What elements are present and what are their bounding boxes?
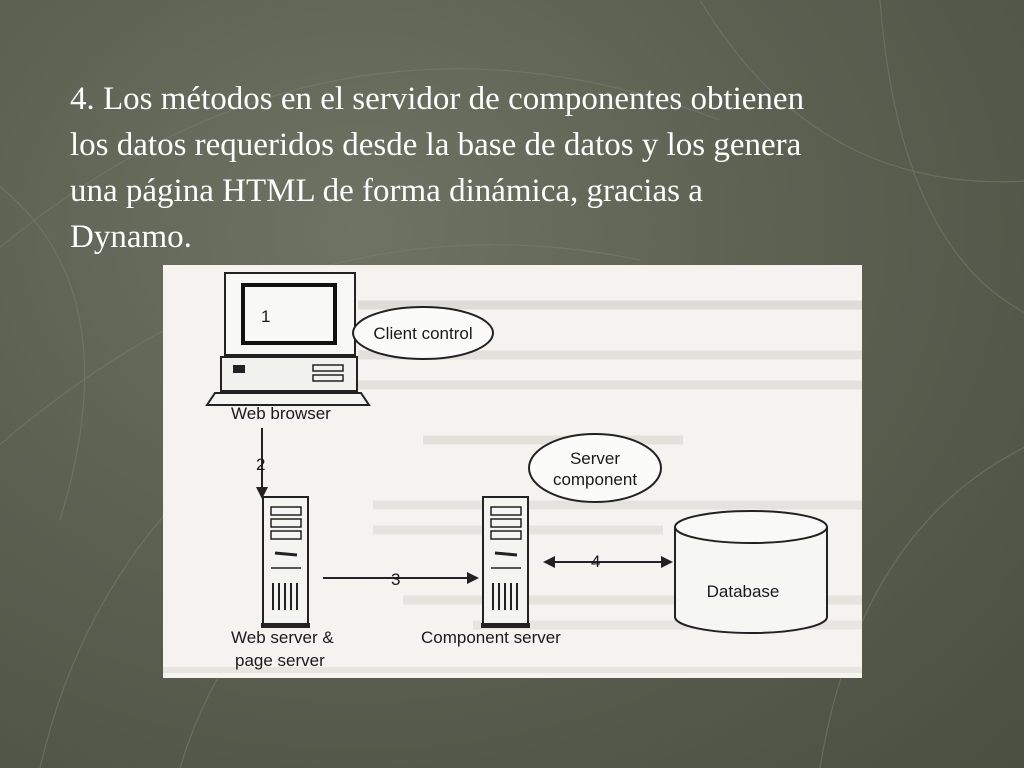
client-control-label: Client control [373,324,473,343]
client-computer-icon [207,273,369,405]
component-server-label: Component server [421,628,561,647]
edge-label-4: 4 [591,552,601,571]
server-component-label-line2: component [552,470,638,489]
diagram-canvas [163,265,862,678]
web-browser-label: Web browser [231,404,331,423]
web-server-icon [261,497,310,628]
database-label: Database [706,582,780,601]
client-monitor-number: 1 [261,307,271,326]
slide-body-text: 4. Los métodos en el servidor de componentes obtienen los datos requeridos desde la base de datos y los genera una página HTML de forma dinámica, gracias a Dynamo. [70,81,805,255]
database-icon [675,511,827,633]
web-server-label-line2: page server [235,651,325,670]
server-component-label-line1: Server [569,449,621,468]
architecture-diagram [163,265,862,678]
web-server-label-line1: Web server & [231,628,334,647]
server-component-node [529,434,661,502]
edge-label-2: 2 [256,455,266,474]
component-server-icon [481,497,530,628]
edge-label-3: 3 [391,570,401,589]
